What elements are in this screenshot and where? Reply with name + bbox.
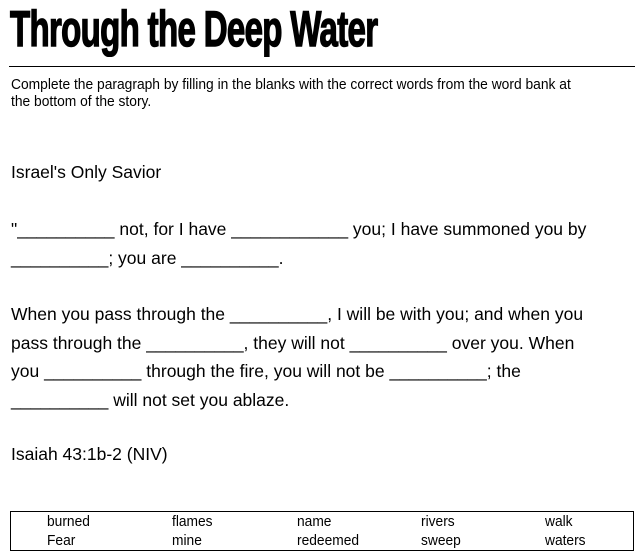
paragraph-2-line: pass through the __________, they will not __________ over you. When <box>11 332 575 353</box>
paragraph-1-line: __________; you are __________. <box>11 247 284 268</box>
instructions-text: Complete the paragraph by filling in the blanks with the correct words from the word bank at the bottom of the story. <box>11 77 571 110</box>
paragraph-2 <box>11 300 636 414</box>
paragraph-2-line: you __________ through the fire, you will not be __________; the <box>11 361 521 381</box>
scripture-citation: Isaiah 43:1b-2 (NIV) <box>11 444 168 464</box>
word-bank-word: redeemed <box>297 533 360 549</box>
paragraph-2-line: When you pass through the __________, I will be with you; and when you <box>11 304 584 324</box>
word-bank-word: rivers <box>421 514 455 530</box>
word-bank-word: burned <box>47 514 90 530</box>
word-bank-word: Fear <box>47 533 76 549</box>
word-bank-word: walk <box>545 514 573 530</box>
passage-subtitle: Israel's Only Savior <box>11 162 162 182</box>
word-bank-word: waters <box>545 533 586 549</box>
word-bank <box>10 511 634 551</box>
paragraph-2-line: __________ will not set you ablaze. <box>11 389 290 410</box>
paragraph-1-line: "__________ not, for I have ____________ you; I have summoned you by <box>11 219 587 239</box>
word-bank-word: name <box>297 514 332 530</box>
word-bank-word: sweep <box>421 533 461 549</box>
paragraph-1 <box>11 215 636 272</box>
word-bank-word: mine <box>172 533 202 549</box>
word-bank-word: flames <box>172 514 213 530</box>
page-title: Through the Deep Water <box>10 1 378 57</box>
title-divider <box>9 66 635 67</box>
